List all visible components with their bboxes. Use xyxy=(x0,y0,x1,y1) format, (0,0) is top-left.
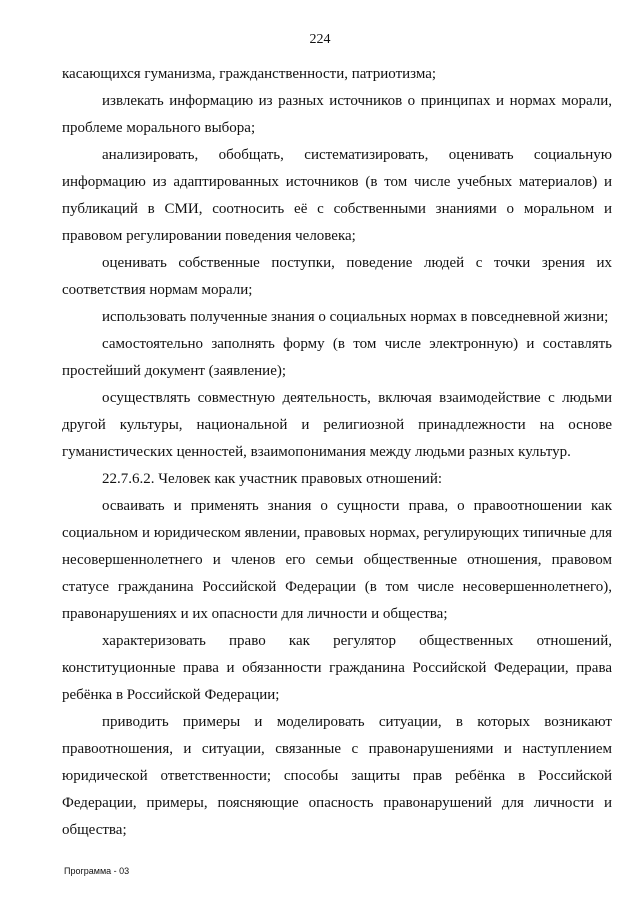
paragraph-evaluate: оценивать собственные поступки, поведение людей с точки зрения их соответствия нормам морали; xyxy=(62,255,612,298)
paragraph-extract-info: извлекать информацию из разных источников о принципах и нормах морали, проблеме морального выбора; xyxy=(62,93,612,136)
paragraph-analyze: анализировать, обобщать, систематизировать, оценивать социальную информацию из адаптированных источников (в том числе учебных материалов) и публикаций в СМИ, соотносить её с собственными знаниями о моральном и правовом регулировании поведения человека; xyxy=(62,147,612,244)
footer-label: Программа - 03 xyxy=(64,866,130,876)
paragraph-fill-form: самостоятельно заполнять форму (в том числе электронную) и составлять простейший документ (заявление); xyxy=(62,336,612,379)
document-body xyxy=(62,61,612,844)
section-heading: 22.7.6.2. Человек как участник правовых отношений: xyxy=(102,471,443,487)
page-number: 224 xyxy=(309,32,331,47)
paragraph-examples: приводить примеры и моделировать ситуации, в которых возникают правоотношения, и ситуации, связанные с правонарушениями и наступлением юридической ответственности; способы защиты прав ребёнка в Российской Федерации, примеры, поясняющие опасность правонарушений для личности и общества; xyxy=(62,714,612,838)
paragraph-master-law: осваивать и применять знания о сущности права, о правоотношении как социальном и юридическом явлении, правовых нормах, регулирующих типичные для несовершеннолетнего и членов его семьи общественные отношения, правовом статусе гражданина Российской Федерации (в том числе несовершеннолетнего), правонарушениях и их опасности для личности и общества; xyxy=(62,498,612,622)
paragraph-use-knowledge: использовать полученные знания о социальных нормах в повседневной жизни; xyxy=(102,309,609,325)
paragraph-characterize: характеризовать право как регулятор общественных отношений, конституционные права и обязанности гражданина Российской Федерации, права ребёнка в Российской Федерации; xyxy=(62,633,612,703)
paragraph-continuation: касающихся гуманизма, гражданственности, патриотизма; xyxy=(62,66,437,82)
paragraph-cooperate: осуществлять совместную деятельность, включая взаимодействие с людьми другой культуры, национальной и религиозной принадлежности на основе гуманистических ценностей, взаимопонимания между людьми разных культур. xyxy=(62,390,612,460)
